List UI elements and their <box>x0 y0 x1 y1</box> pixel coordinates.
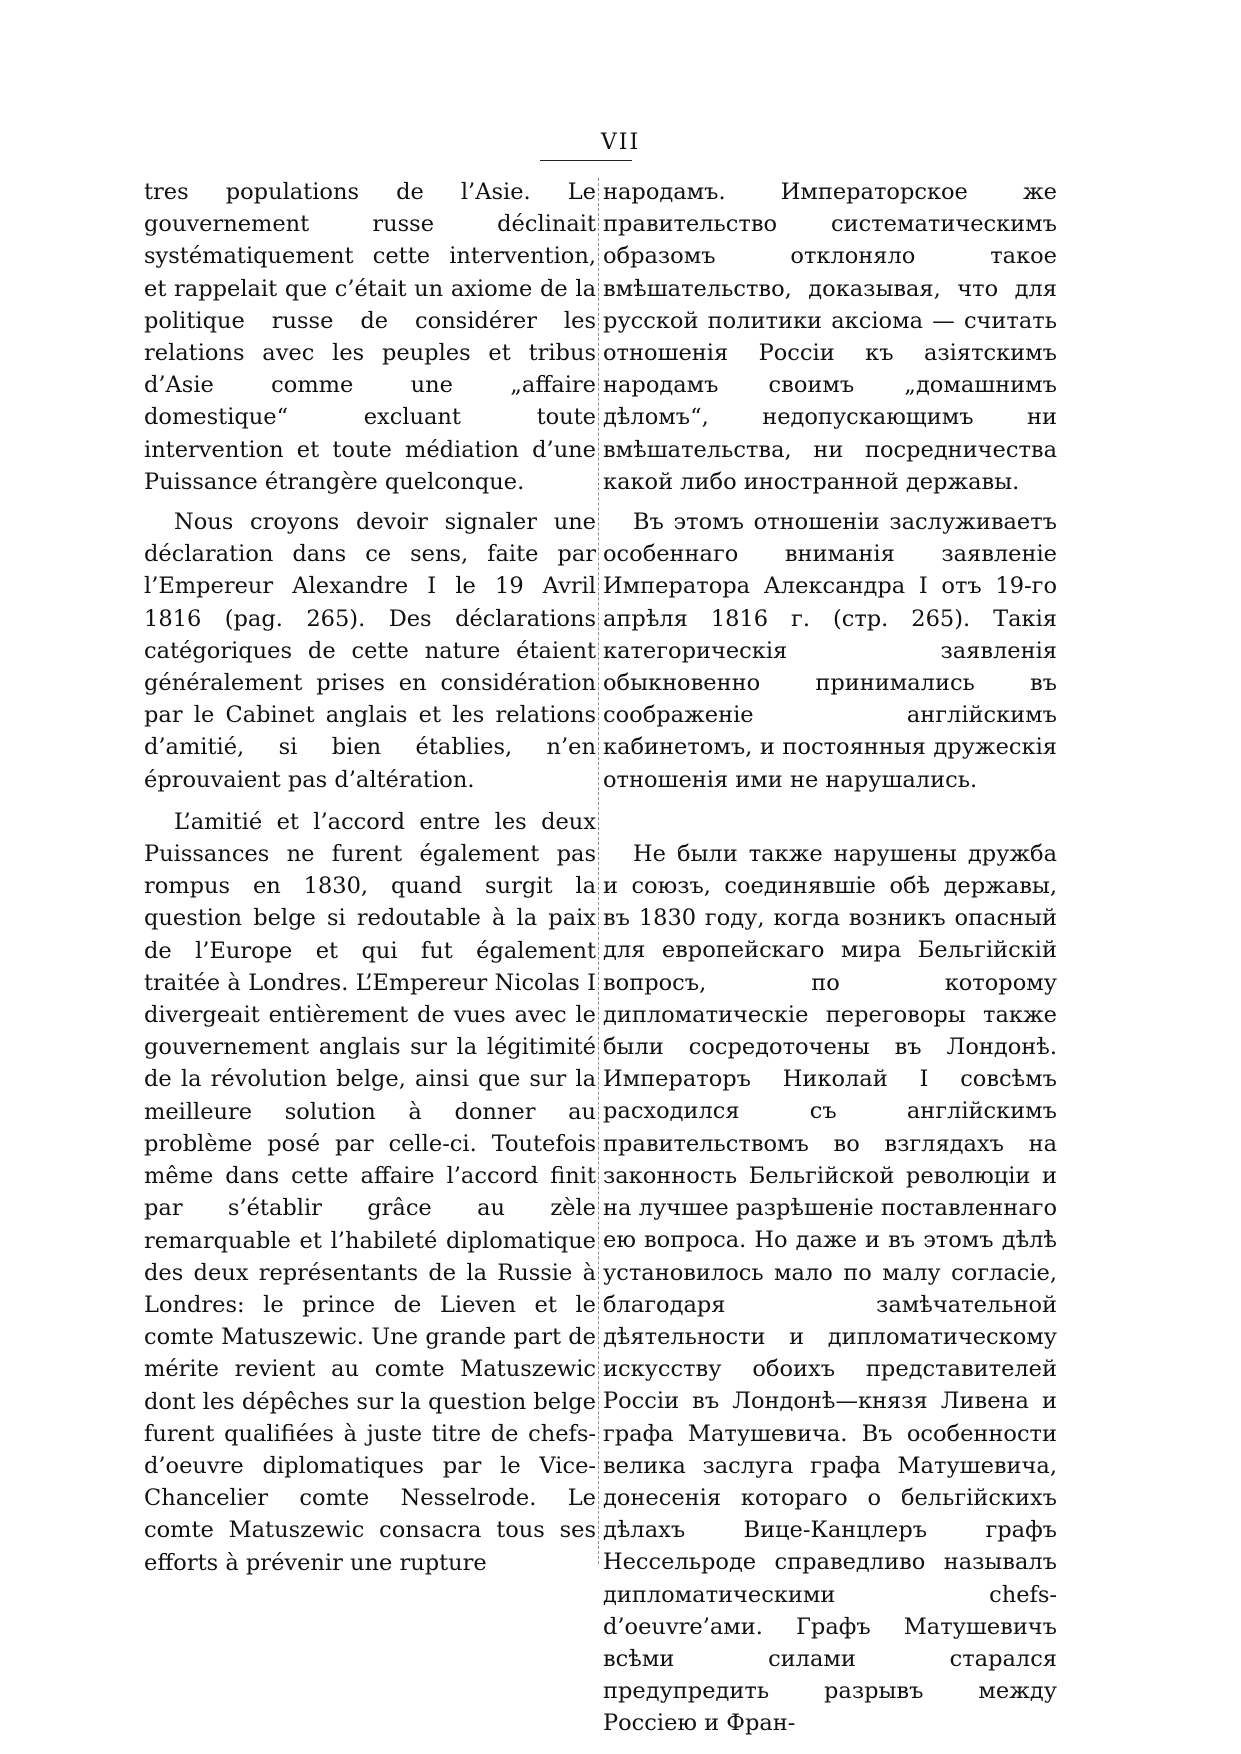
french-paragraph-1: tres populations de l’Asie. Le gouvernement russe déclinait systématiquement cette intervention, et rappelait que c’était un axiome de la politique russe de considérer les relations avec les peuples et tribus d’Asie comme une „affaire domestique“ excluant toute intervention et toute médiation d’une Puissance étrangère quelconque. <box>144 179 596 495</box>
russian-paragraph-1: народамъ. Императорское же правительство систематическимъ образомъ отклоняло такое вмѣшательство, доказывая, что для русской политики аксіома — считать отношенія Россіи къ азіятскимъ народамъ своимъ „домашнимъ дѣломъ“, недопускающимъ ни вмѣшательства, ни посредничества какой либо иностранной державы. <box>603 179 1057 495</box>
french-paragraph-2: Nous croyons devoir signaler une déclaration dans ce sens, faite par l’Empereur Alexandre I le 19 Avril 1816 (pag. 265). Des déclarations catégoriques de cette nature étaient généralement prises en considération par le Cabinet anglais et les relations d’amitié, si bien établies, n’en éprouvaient pas d’altération. <box>144 509 596 793</box>
russian-column <box>603 176 1057 1740</box>
column-divider <box>598 178 599 1564</box>
french-column <box>144 176 596 1579</box>
french-paragraph-3: L’amitié et l’accord entre les deux Puissances ne furent également pas rompus en 1830, quand surgit la question belge si redoutable à la paix de l’Europe et qui fut également traitée à Londres. L’Empereur Nicolas I divergeait entièrement de vues avec le gouvernement anglais sur la légitimité de la révolution belge, ainsi que sur la meilleure solution à donner au problème posé par celle-ci. Toutefois même dans cette affaire l’accord finit par s’établir grâce au zèle remarquable et l’habileté diplomatique des deux représentants de la Russie à Londres: le prince de Lieven et le comte Matuszewic. Une grande part de mérite revient au comte Matuszewic dont les dépêches sur la question belge furent qualifiées à juste titre de chefs-d’oeuvre diplomatiques par le Vice-Chancelier comte Nesselrode. Le comte Matuszewic consacra tous ses efforts à prévenir une rupture <box>144 808 596 1576</box>
page-number: VII <box>600 130 641 155</box>
russian-paragraph-3: Не были также нарушены дружба и союзъ, соединявшіе обѣ державы, въ 1830 году, когда возникъ опасный для европейскаго мира Бельгійскій вопросъ, по которому дипломатическіе переговоры также были сосредоточены въ Лондонѣ. Императоръ Николай I совсѣмъ расходился съ англійскимъ правительствомъ во взглядахъ на законность Бельгійской революціи и на лучшее разрѣшеніе поставленнаго ею вопроса. Но даже и въ этомъ дѣлѣ установилось мало по малу согласіе, благодаря замѣчательной дѣятельности и дипломатическому искусству обоихъ представителей Россіи въ Лондонѣ—князя Ливена и графа Матушевича. Въ особенности велика заслуга графа Матушевича, донесенія котораго о бельгійскихъ дѣлахъ Вице-Канцлеръ графъ Нессельроде справедливо называлъ дипломатическими chefs-d’oeuvre’ами. Графъ Матушевичъ всѣми силами старался предупредить разрывъ между Россіею и Фран- <box>603 840 1057 1737</box>
russian-paragraph-2: Въ этомъ отношеніи заслуживаетъ особеннаго вниманія заявленіе Императора Александра I отъ 19-го апрѣля 1816 г. (стр. 265). Такія категорическія заявленія обыкновенно принимались въ соображеніе англійскимъ кабинетомъ, и постоянныя дружескія отношенія ими не нарушались. <box>603 509 1057 793</box>
header-rule <box>540 160 632 161</box>
